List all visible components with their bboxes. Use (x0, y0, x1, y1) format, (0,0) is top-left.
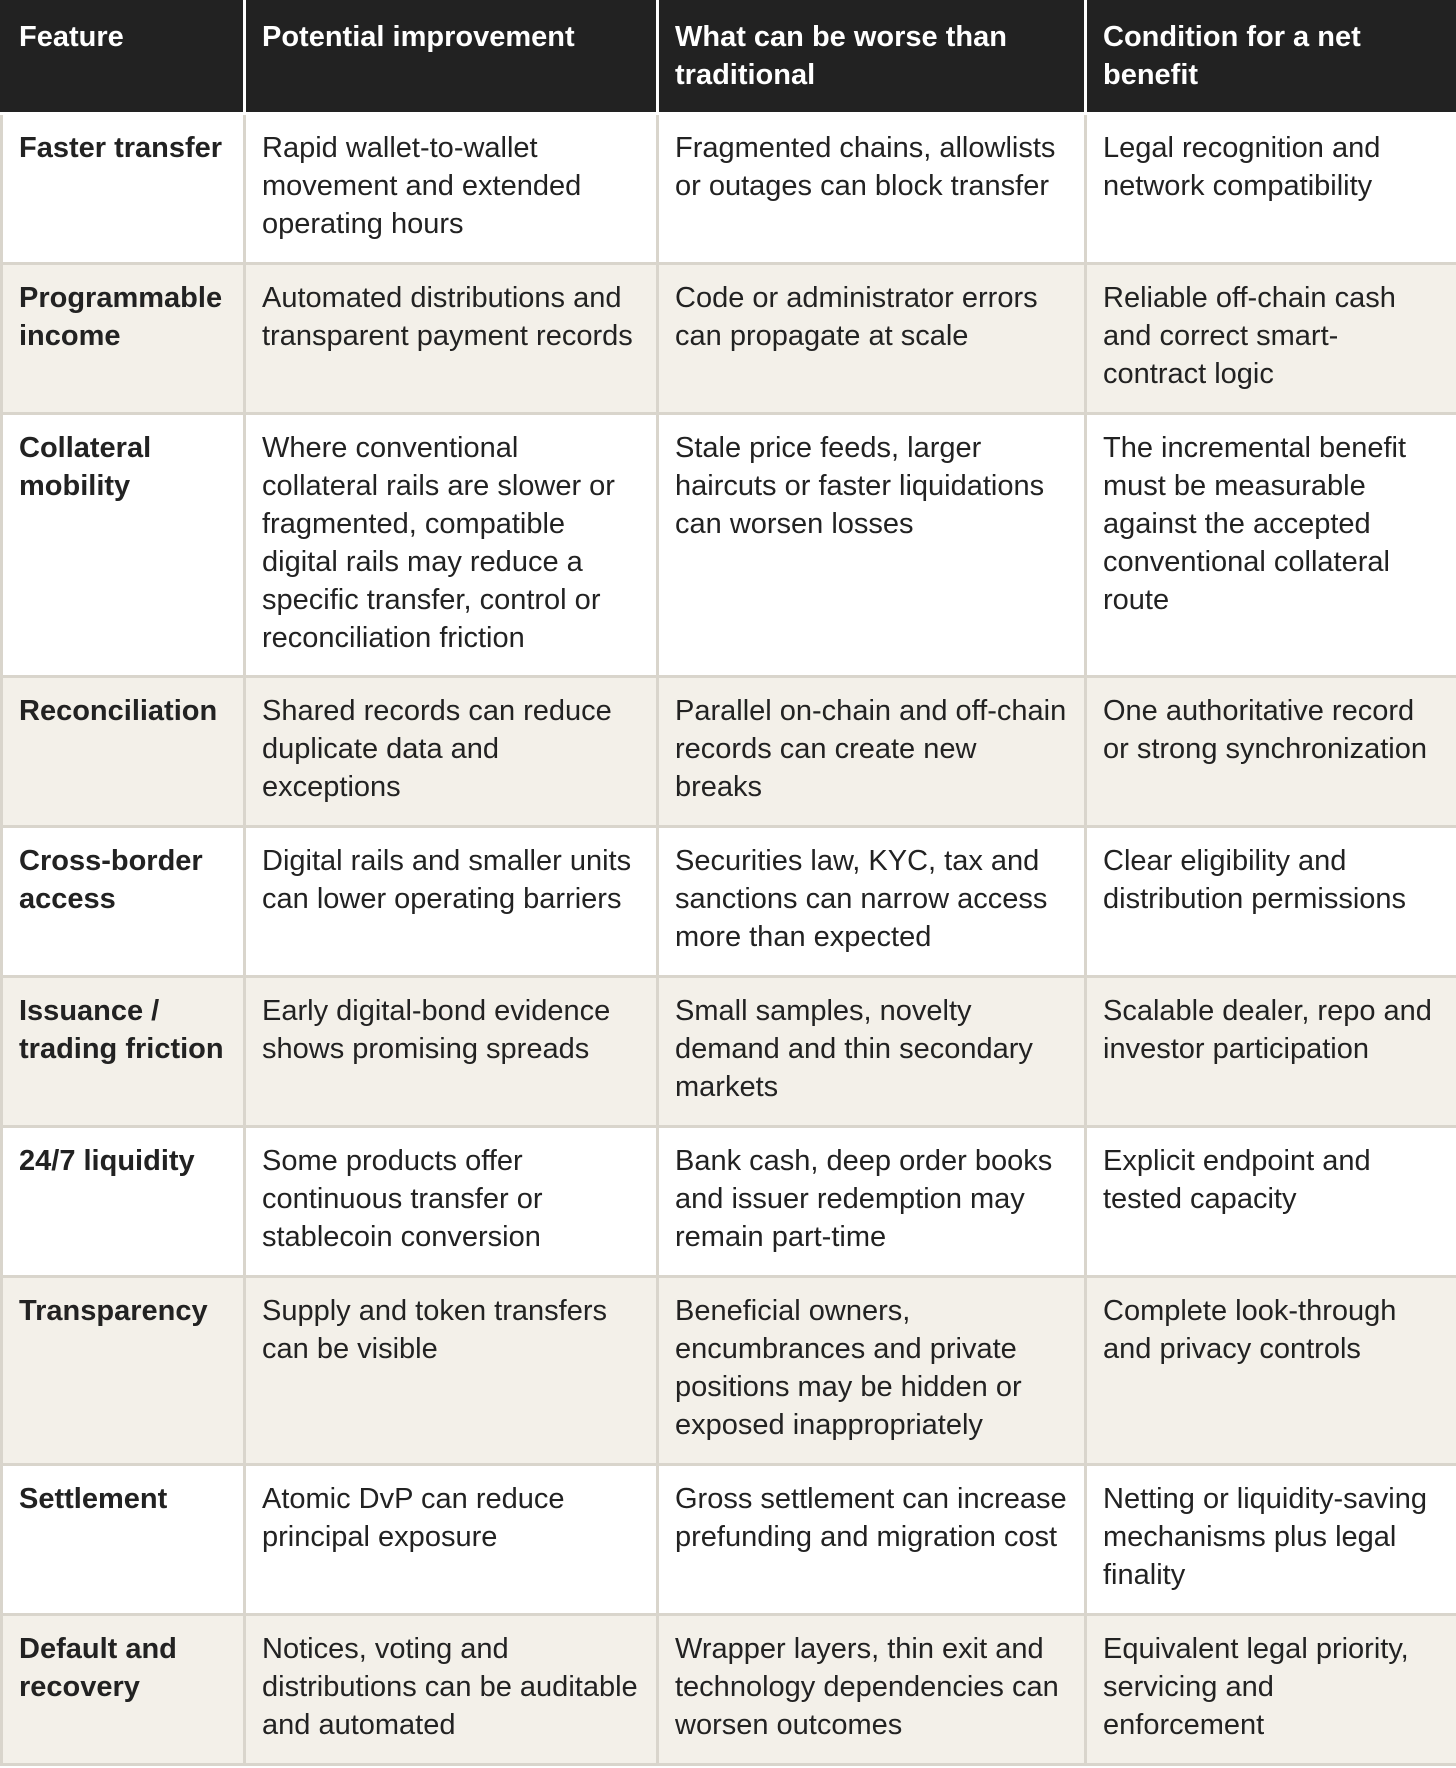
worse-cell: Small samples, novelty demand and thin secondary markets (658, 977, 1086, 1127)
condition-cell: Legal recognition and network compatibility (1086, 114, 1456, 264)
table-row (2, 977, 1456, 1127)
improvement-cell: Atomic DvP can reduce principal exposure (245, 1465, 658, 1615)
header-feature: Feature (2, 2, 245, 114)
table-row (2, 1465, 1456, 1615)
worse-cell: Parallel on-chain and off-chain records can create new breaks (658, 677, 1086, 827)
worse-cell: Beneficial owners, encumbrances and private positions may be hidden or exposed inappropriately (658, 1277, 1086, 1465)
worse-cell: Bank cash, deep order books and issuer redemption may remain part-time (658, 1127, 1086, 1277)
condition-cell: Explicit endpoint and tested capacity (1086, 1127, 1456, 1277)
feature-cell: Transparency (2, 1277, 245, 1465)
feature-cell: Default and recovery (2, 1615, 245, 1765)
worse-cell: Securities law, KYC, tax and sanctions can narrow access more than expected (658, 827, 1086, 977)
feature-cell: Cross-border access (2, 827, 245, 977)
worse-cell: Stale price feeds, larger haircuts or faster liquidations can worsen losses (658, 414, 1086, 677)
condition-cell: Reliable off-chain cash and correct smart-contract logic (1086, 264, 1456, 414)
table-row (2, 1127, 1456, 1277)
header-potential-improvement: Potential improvement (245, 2, 658, 114)
table-row (2, 827, 1456, 977)
improvement-cell: Supply and token transfers can be visible (245, 1277, 658, 1465)
table-row (2, 264, 1456, 414)
table-header (2, 2, 1456, 114)
table-body (2, 114, 1456, 1765)
improvement-cell: Shared records can reduce duplicate data and exceptions (245, 677, 658, 827)
table-row (2, 677, 1456, 827)
improvement-cell: Early digital-bond evidence shows promising spreads (245, 977, 658, 1127)
header-what-can-be-worse: What can be worse than traditional (658, 2, 1086, 114)
improvement-cell: Some products offer continuous transfer or stablecoin conversion (245, 1127, 658, 1277)
feature-cell: Settlement (2, 1465, 245, 1615)
improvement-cell: Rapid wallet-to-wallet movement and extended operating hours (245, 114, 658, 264)
improvement-cell: Automated distributions and transparent payment records (245, 264, 658, 414)
condition-cell: Netting or liquidity-saving mechanisms plus legal finality (1086, 1465, 1456, 1615)
condition-cell: The incremental benefit must be measurable against the accepted conventional collateral route (1086, 414, 1456, 677)
table-row (2, 1615, 1456, 1765)
feature-cell: Programmable income (2, 264, 245, 414)
condition-cell: Equivalent legal priority, servicing and enforcement (1086, 1615, 1456, 1765)
condition-cell: Complete look-through and privacy controls (1086, 1277, 1456, 1465)
feature-cell: Reconciliation (2, 677, 245, 827)
feature-cell: Faster transfer (2, 114, 245, 264)
table-row (2, 1277, 1456, 1465)
improvement-cell: Where conventional collateral rails are slower or fragmented, compatible digital rails may reduce a specific transfer, control or reconciliation friction (245, 414, 658, 677)
worse-cell: Code or administrator errors can propagate at scale (658, 264, 1086, 414)
worse-cell: Fragmented chains, allowlists or outages can block transfer (658, 114, 1086, 264)
header-condition-net-benefit: Condition for a net benefit (1086, 2, 1456, 114)
improvement-cell: Notices, voting and distributions can be auditable and automated (245, 1615, 658, 1765)
feature-cell: Issuance / trading friction (2, 977, 245, 1127)
worse-cell: Gross settlement can increase prefunding and migration cost (658, 1465, 1086, 1615)
feature-cell: Collateral mobility (2, 414, 245, 677)
worse-cell: Wrapper layers, thin exit and technology dependencies can worsen outcomes (658, 1615, 1086, 1765)
condition-cell: Scalable dealer, repo and investor participation (1086, 977, 1456, 1127)
header-row (2, 2, 1456, 114)
condition-cell: One authoritative record or strong synchronization (1086, 677, 1456, 827)
table-row (2, 114, 1456, 264)
table-row (2, 414, 1456, 677)
condition-cell: Clear eligibility and distribution permissions (1086, 827, 1456, 977)
improvement-cell: Digital rails and smaller units can lower operating barriers (245, 827, 658, 977)
feature-cell: 24/7 liquidity (2, 1127, 245, 1277)
